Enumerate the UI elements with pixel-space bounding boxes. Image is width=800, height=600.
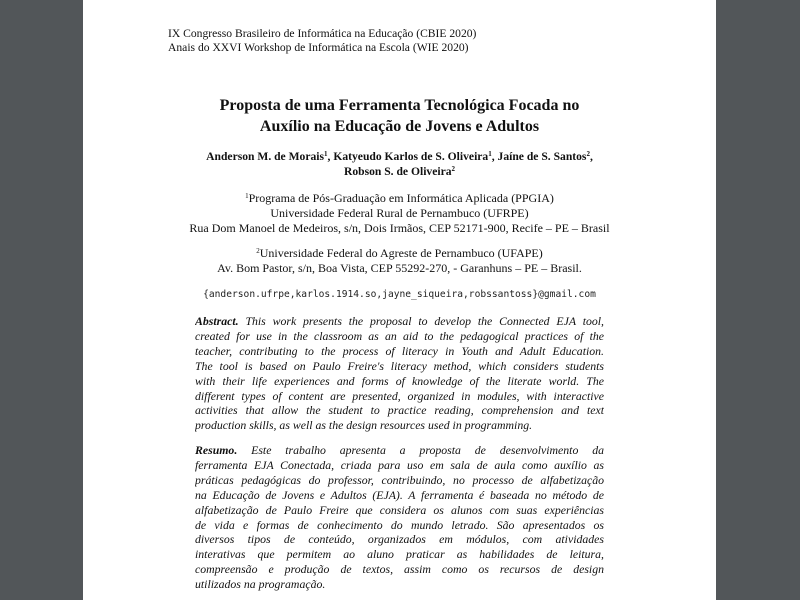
paper-title-line-1: Proposta de uma Ferramenta Tecnológica Focada no: [219, 97, 580, 114]
affiliation-1-line-2: Universidade Federal Rural de Pernambuco (UFRPE): [270, 206, 529, 220]
affiliation-2-line-1: [83, 246, 716, 261]
affiliation-1-line-1: [83, 191, 716, 206]
resumo-line: de vida e formas de conhecimento do mundo letrado. São apresentados os: [195, 517, 604, 532]
conference-header-line-1: IX Congresso Brasileiro de Informática na Educação (CBIE 2020): [168, 27, 477, 40]
pdf-page: [83, 0, 716, 600]
authors-line-2: [83, 164, 716, 179]
resumo-line: [195, 443, 604, 458]
abstract-line: teacher, contributing to the process of literacy in Youth and Adult Education.: [195, 343, 604, 358]
affiliation-marker: 1: [488, 150, 492, 158]
affiliation-text: Programa de Pós-Graduação em Informática Aplicada (PPGIA): [248, 191, 554, 205]
affiliation-marker: 1: [324, 150, 328, 158]
author-name: Anderson M. de Morais: [206, 150, 325, 163]
resumo-line: utilizados na programação.: [195, 577, 326, 592]
author-name: Robson S. de Oliveira: [343, 165, 452, 178]
conference-header-line-2: Anais do XXVI Workshop de Informática na Escola (WIE 2020): [168, 41, 469, 54]
author-name: , Katyeudo Karlos de S. Oliveira: [327, 150, 489, 163]
resumo-lead: Resumo.: [195, 443, 238, 457]
abstract-line: with their life experiences and forms of knowledge of the literate world. The: [195, 373, 604, 388]
resumo-line: ferramenta EJA Conectada, criada para uso em sala de aula como auxílio as: [195, 457, 604, 472]
resumo-line: alfabetização de Paulo Freire que considera os alunos com suas experiências: [195, 502, 604, 517]
resumo-line: práticas pedagógicas do professor, contribuindo, no processo de alfabetização: [195, 472, 604, 487]
resumo-line: na Educação de Jovens e Adultos (EJA). A ferramenta é baseada no método de: [195, 487, 604, 502]
abstract-text: This work presents the proposal to develop the Connected EJA tool,: [245, 314, 604, 328]
resumo-line: diversos tipos de conteúdo, organizados em módulos, com atividades: [195, 532, 604, 547]
affiliation-2-line-2: Av. Bom Pastor, s/n, Boa Vista, CEP 55292-270, - Garanhuns – PE – Brasil.: [217, 261, 582, 275]
paper-title-line-2: Auxílio na Educação de Jovens e Adultos: [259, 118, 540, 135]
author-separator: ,: [589, 150, 593, 163]
abstract-line: activities that allow the student to practice reading, comprehension and text: [195, 403, 604, 418]
resumo-line: interativas que permitem ao aluno praticar as habilidades de leitura,: [195, 547, 604, 562]
resumo-line: compreensão e produção de textos, assim como os recursos de design: [195, 562, 604, 577]
affiliation-marker: 1: [245, 192, 249, 200]
abstract-line: The tool is based on Paulo Freire's literacy method, which considers students: [195, 358, 604, 373]
affiliation-1-line-3: Rua Dom Manoel de Medeiros, s/n, Dois Irmãos, CEP 52171-900, Recife – PE – Brasil: [189, 221, 610, 235]
resumo-paragraph: [195, 443, 604, 592]
authors-line-1: [83, 149, 716, 164]
abstract-line: created for use in the classroom as an aid to the pedagogical practices of the: [195, 328, 604, 343]
author-name: , Jaíne de S. Santos: [491, 150, 587, 163]
abstract-lead: Abstract.: [195, 314, 239, 328]
affiliation-marker: 2: [256, 247, 260, 255]
abstract-paragraph: [195, 314, 604, 433]
abstract-line: [195, 314, 604, 329]
resumo-text: Este trabalho apresenta a proposta de desenvolvimento da: [251, 443, 604, 457]
affiliation-marker: 2: [451, 165, 456, 173]
author-emails[interactable]: {anderson.ufrpe,karlos.1914.so,jayne_siqueira,robssantoss}@gmail.com: [203, 289, 596, 300]
affiliation-text: Universidade Federal do Agreste de Pernambuco (UFAPE): [259, 246, 543, 260]
abstract-line: different types of content are presented, organized in modules, with interactive: [195, 388, 604, 403]
affiliation-marker: 2: [586, 150, 590, 158]
abstract-line: production skills, as well as the design resources used in programming.: [195, 418, 533, 433]
